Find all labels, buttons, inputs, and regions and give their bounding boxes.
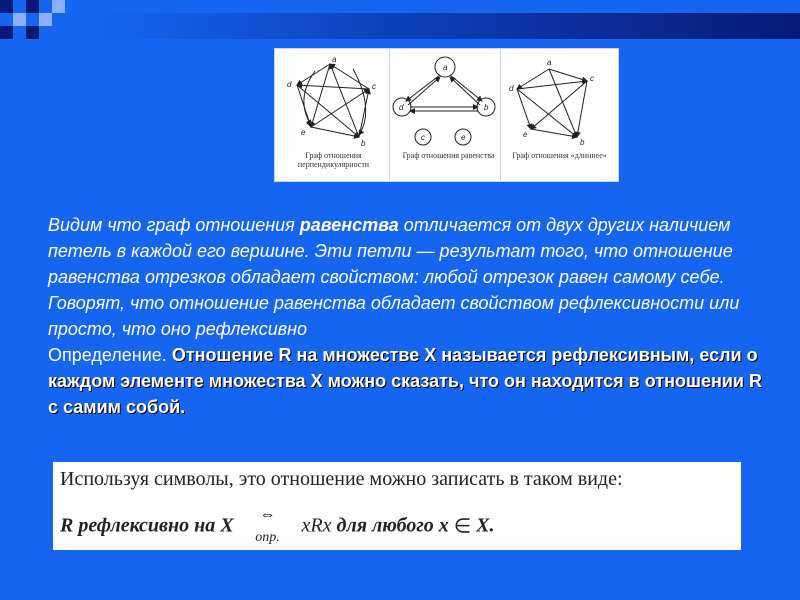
figure-longer [500, 48, 619, 182]
figure-caption: Граф отношения равенства [402, 151, 495, 160]
vertex-label: d [509, 84, 514, 93]
vertex-label: b [361, 139, 366, 148]
vertex-label: c [421, 133, 425, 142]
formula-intro: Используя символы, это отношение можно записать в таком виде: [60, 468, 623, 490]
formula-quantifier: для любого x [336, 514, 449, 537]
vertex-label: c [372, 82, 376, 91]
formula-relation: xRx [301, 514, 332, 537]
figure-perpendicularity [274, 48, 393, 182]
formula-expression [60, 506, 494, 546]
vertex-label: a [443, 63, 448, 72]
figure-caption: Граф отношения «длиннее» [512, 151, 607, 160]
equivalence-arrow-icon: ⇔ [259, 506, 276, 523]
formula-lhs: R рефлексивно на X [60, 514, 234, 537]
graph-equality [390, 49, 507, 181]
paragraph-text: отличается от двух других наличием петель в каждой его вершине. Эти петли — результат того, что отношение равенства отрезков обладает свойством: любой отрезок равен самому себе. Говорят, что отношение равенства обладает свойством рефлексивности или просто, что оно рефлексивно [48, 215, 740, 339]
paragraph-text: Видим что граф отношения [48, 215, 300, 235]
corner-square [0, 0, 13, 13]
vertex-label: d [287, 80, 292, 89]
graph-longer [501, 49, 618, 181]
corner-square [0, 26, 13, 39]
definition-arrow [245, 506, 291, 546]
vertex-label: a [547, 58, 552, 67]
element-of-symbol: ∈ [453, 515, 472, 538]
vertex-label: a [332, 55, 337, 64]
definition-paragraph [48, 342, 768, 420]
formula-set: X. [476, 514, 495, 537]
figure-equality [389, 48, 508, 182]
corner-square [26, 26, 39, 39]
emphasis-text: равенства [299, 215, 399, 235]
vertex-label: c [590, 74, 594, 83]
arrow-label: опр. [255, 530, 280, 545]
definition-text: Отношение R на множестве X называется рефлексивным, если о каждом элементе множества X можно сказать, что он находится в отношении R с самим собой. [48, 345, 762, 417]
vertex-label: b [580, 138, 585, 147]
main-text [48, 212, 768, 420]
corner-square [39, 13, 52, 26]
formula-box [53, 462, 741, 550]
vertex-label: e [301, 128, 306, 137]
vertex-label: e [461, 133, 466, 142]
definition-label: Определение. [48, 345, 172, 365]
corner-square [52, 0, 65, 13]
vertex-label: b [484, 103, 489, 112]
corner-square [13, 13, 26, 26]
explanation-paragraph [48, 212, 768, 342]
figure-caption: Граф отношения перпендикулярности [297, 151, 370, 169]
header-band [95, 13, 800, 39]
vertex-label: d [399, 103, 404, 112]
vertex-label: e [523, 130, 528, 139]
corner-square [26, 0, 39, 13]
